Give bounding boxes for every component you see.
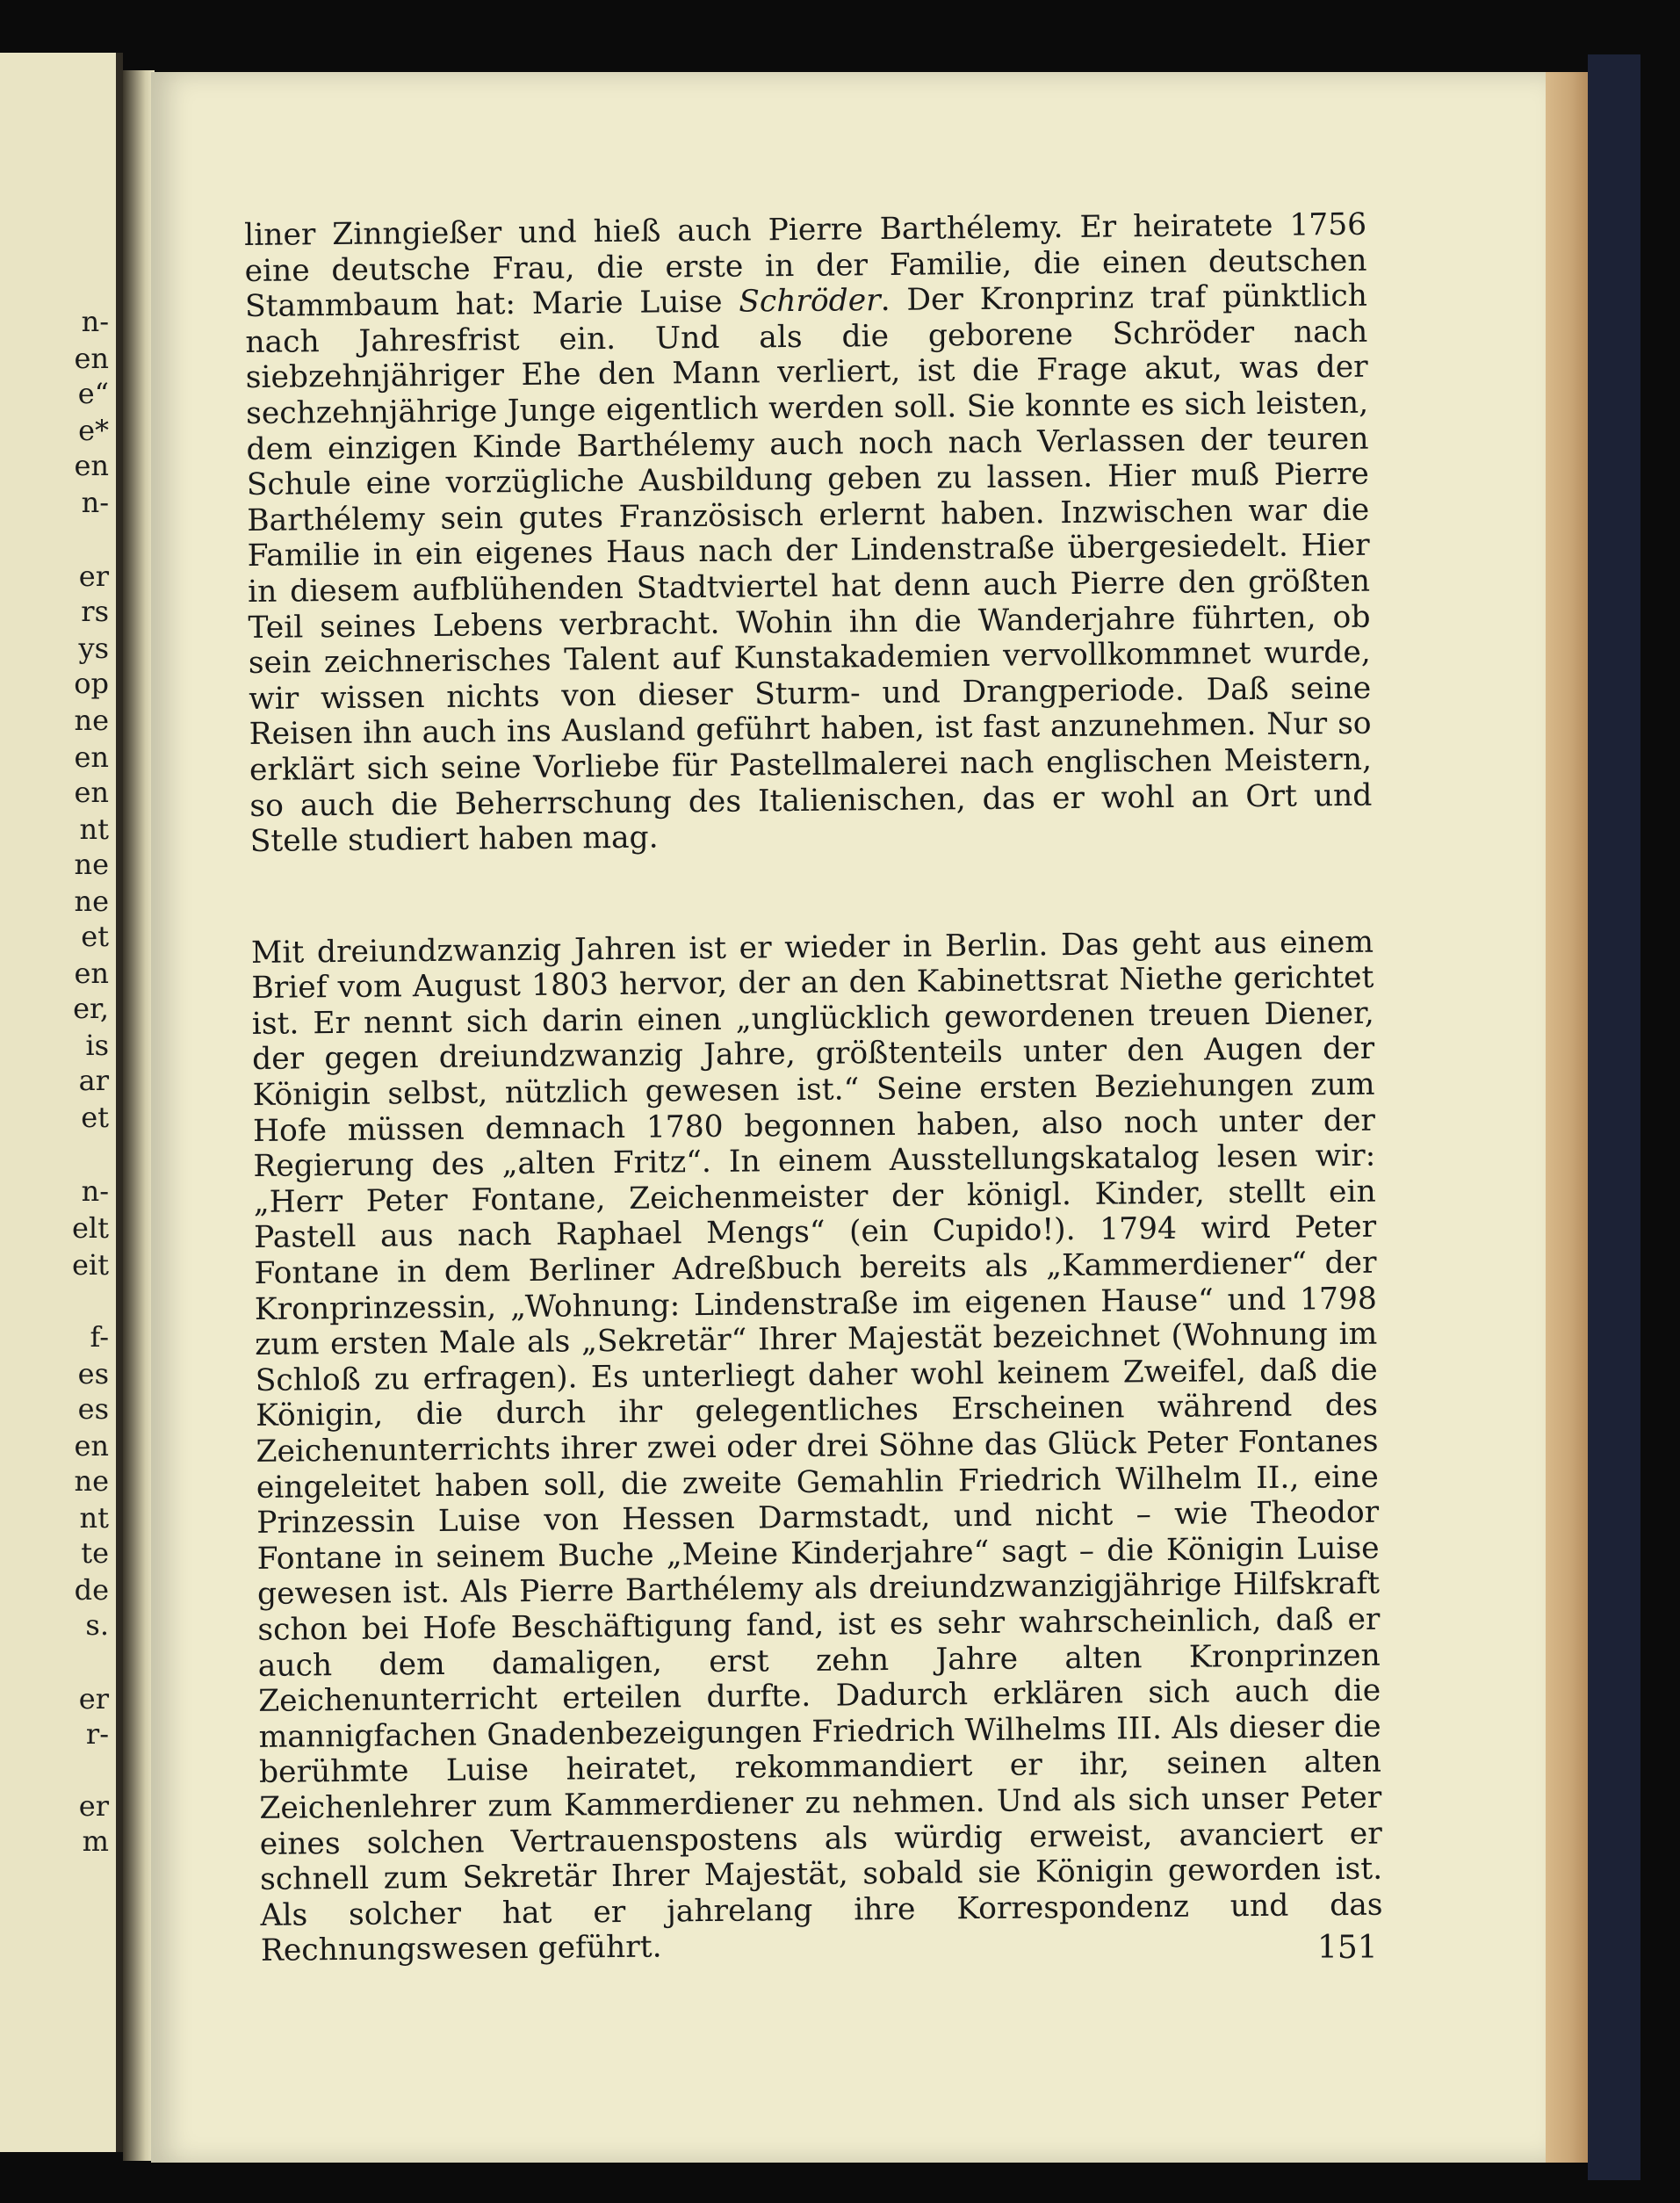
- left-page-fragment: f-: [90, 1320, 109, 1354]
- left-page-fragment: e*: [78, 414, 109, 447]
- left-page-fragment: eit: [71, 1248, 109, 1282]
- left-page-fragment: ne: [74, 848, 109, 881]
- book-cover: [1588, 54, 1640, 2180]
- left-page-fragment: s.: [85, 1608, 109, 1642]
- left-page-fragment: es: [77, 1392, 109, 1426]
- left-page-fragment: is: [85, 1029, 109, 1062]
- page-number: 151: [1317, 1930, 1378, 1966]
- left-page-fragment: ys: [78, 632, 109, 665]
- left-page-fragment: rs: [81, 595, 109, 628]
- left-page-fragment: nt: [79, 813, 109, 846]
- left-page-fragment: de: [74, 1573, 109, 1607]
- paragraph-1-rest: . Der Kronprinz traf pünktlich nach Jahresfrist ein. Und als die geborene Schröder nach siebzehnjähriger Ehe den Mann verliert, ist die Frage akut, was der sechzehnjährige Junge eigentlich werden soll. Sie konnte es sich leisten, dem einzigen Kinde Barthélemy auch noch nach Verlassen der teuren Schule eine vorzügliche Ausbildung geben zu lassen. Hier muß Pierre Barthélemy sein gutes Französisch erlernt haben. Inzwischen war die Familie in ein eigenes Haus nach der Lindenstraße übergesiedelt. Hier in diesem aufblühenden Stadtviertel hat denn auch Pierre den größten Teil seines Lebens verbracht. Wohin ihn die Wanderjahre führten, ob sein zeichnerisches Talent auf Kunstakademien vervollkommnet wurde, wir wissen nichts von dieser Sturm- und Drangperiode. Daß seine Reisen ihn auch ins Ausland geführt haben, ist fast anzunehmen. Nur so erklärt sich seine Vorliebe für Pastellmalerei nach englischen Meistern, so auch die Beherrschung des Italienischen, das er wohl an Ort und Stelle studiert haben mag.: [245, 278, 1373, 860]
- left-page-fragment: et: [81, 1101, 109, 1134]
- book-gutter: [123, 70, 155, 2161]
- left-page-fragment: er: [78, 1682, 109, 1715]
- left-page-fragment: en: [74, 449, 109, 482]
- left-page-fragment: et: [81, 920, 109, 953]
- left-page-fragment: en: [74, 1429, 109, 1463]
- left-page-fragment: e“: [77, 377, 109, 410]
- paragraph-2: Mit dreiundzwanzig Jahren ist er wieder in Berlin. Das geht aus einem Brief vom August 1803 hervor, der an den Kabinettsrat Niethe gerichtet ist. Er nennt sich darin einen „unglücklich gewordenen treuen Diener, der gegen dreiundzwanzig Jahre, größtenteils unter den Augen der Königin selbst, nützlich gewesen ist.“ Seine ersten Beziehungen zum Hofe müssen demnach 1780 begonnen haben, also noch unter der Regierung des „alten Fritz“. In einem Ausstellungskatalog lesen wir: „Herr Peter Fontane, Zeichenmeister der königl. Kinder, stellt ein Pastell aus nach Raphael Mengs“ (ein Cupido!). 1794 wird Peter Fontane in dem Berliner Adreßbuch bereits als „Kammerdiener“ der Kronprinzessin, „Wohnung: Lindenstraße im eigenen Hause“ und 1798 zum ersten Male als „Sekretär“ Ihrer Majestät bezeichnet (Wohnung im Schloß zu erfragen). Es unterliegt daher wohl keinem Zweifel, daß die Königin, die durch ihr gelegentliches Erscheinen während des Zeichenunterrichts ihrer zwei oder drei Söhne das Glück Peter Fontanes eingeleitet haben soll, die zweite Gemahlin Friedrich Wilhelm II., eine Prinzessin Luise von Hessen Darmstadt, und nicht – wie Theodor Fontane in seinem Buche „Meine Kinderjahre“ sagt – die Königin Luise gewesen ist. Als Pierre Barthélemy als dreiundzwanzigjährige Hilfskraft schon bei Hofe Beschäftigung fand, ist es sehr wahrscheinlich, daß er auch dem damaligen, erst zehn Jahre alten Kronprinzen Zeichenunterricht erteilen durfte. Dadurch erklären sich auch die mannigfachen Gnadenbezeigungen Friedrich Wilhelms III. Als dieser die berühmte Luise heiratet, rekommandiert er ihr, seinen alten Zeichenlehrer zum Kammerdiener zu nehmen. Und als sich unser Peter eines solchen Vertrauenspostens als würdig erweist, avanciert er schnell zum Sekretär Ihrer Majestät, sobald sie Königin geworden ist. Als solcher hat er jahrelang ihre Korrespondenz und das Rechnungswesen geführt.: [250, 924, 1383, 1969]
- left-page-fragment: op: [74, 667, 109, 700]
- page-edge: [1546, 72, 1588, 2163]
- paragraph-1: [244, 207, 1373, 860]
- left-page-fragment: ne: [74, 1464, 109, 1498]
- left-page: [0, 53, 123, 2152]
- left-page-fragment: en: [74, 957, 109, 990]
- left-page-fragment: er,: [73, 992, 109, 1025]
- left-page-fragment: n-: [81, 305, 109, 338]
- left-page-fragment: m: [82, 1824, 109, 1858]
- left-page-fragment: en: [74, 740, 109, 774]
- left-page-fragment: ne: [74, 885, 109, 918]
- left-page-fragment: r-: [85, 1717, 109, 1751]
- text-block: [244, 207, 1383, 1969]
- left-page-fragment: elt: [71, 1211, 109, 1245]
- left-page-fragment: en: [74, 342, 109, 375]
- left-page-fragment: te: [81, 1536, 109, 1570]
- left-page-fragment: ar: [78, 1064, 109, 1097]
- left-page-fragment: er: [78, 1789, 109, 1823]
- left-page-fragment: ne: [74, 704, 109, 737]
- left-page-fragment: n-: [81, 486, 109, 519]
- paragraph-1-text: liner Zinngießer und hieß auch Pierre Barthélemy. Er heiratete 1756 eine deutsche Frau, die erste in der Familie, die einen deutschen Stammbaum hat: Marie Luise: [244, 206, 1367, 325]
- left-page-fragment: er: [78, 560, 109, 593]
- left-page-fragment: n-: [81, 1174, 109, 1208]
- paragraph-1-italic: Schröder: [739, 283, 881, 320]
- left-page-fragment: es: [77, 1357, 109, 1390]
- left-page-fragment: nt: [79, 1501, 109, 1535]
- left-page-fragment: en: [74, 776, 109, 809]
